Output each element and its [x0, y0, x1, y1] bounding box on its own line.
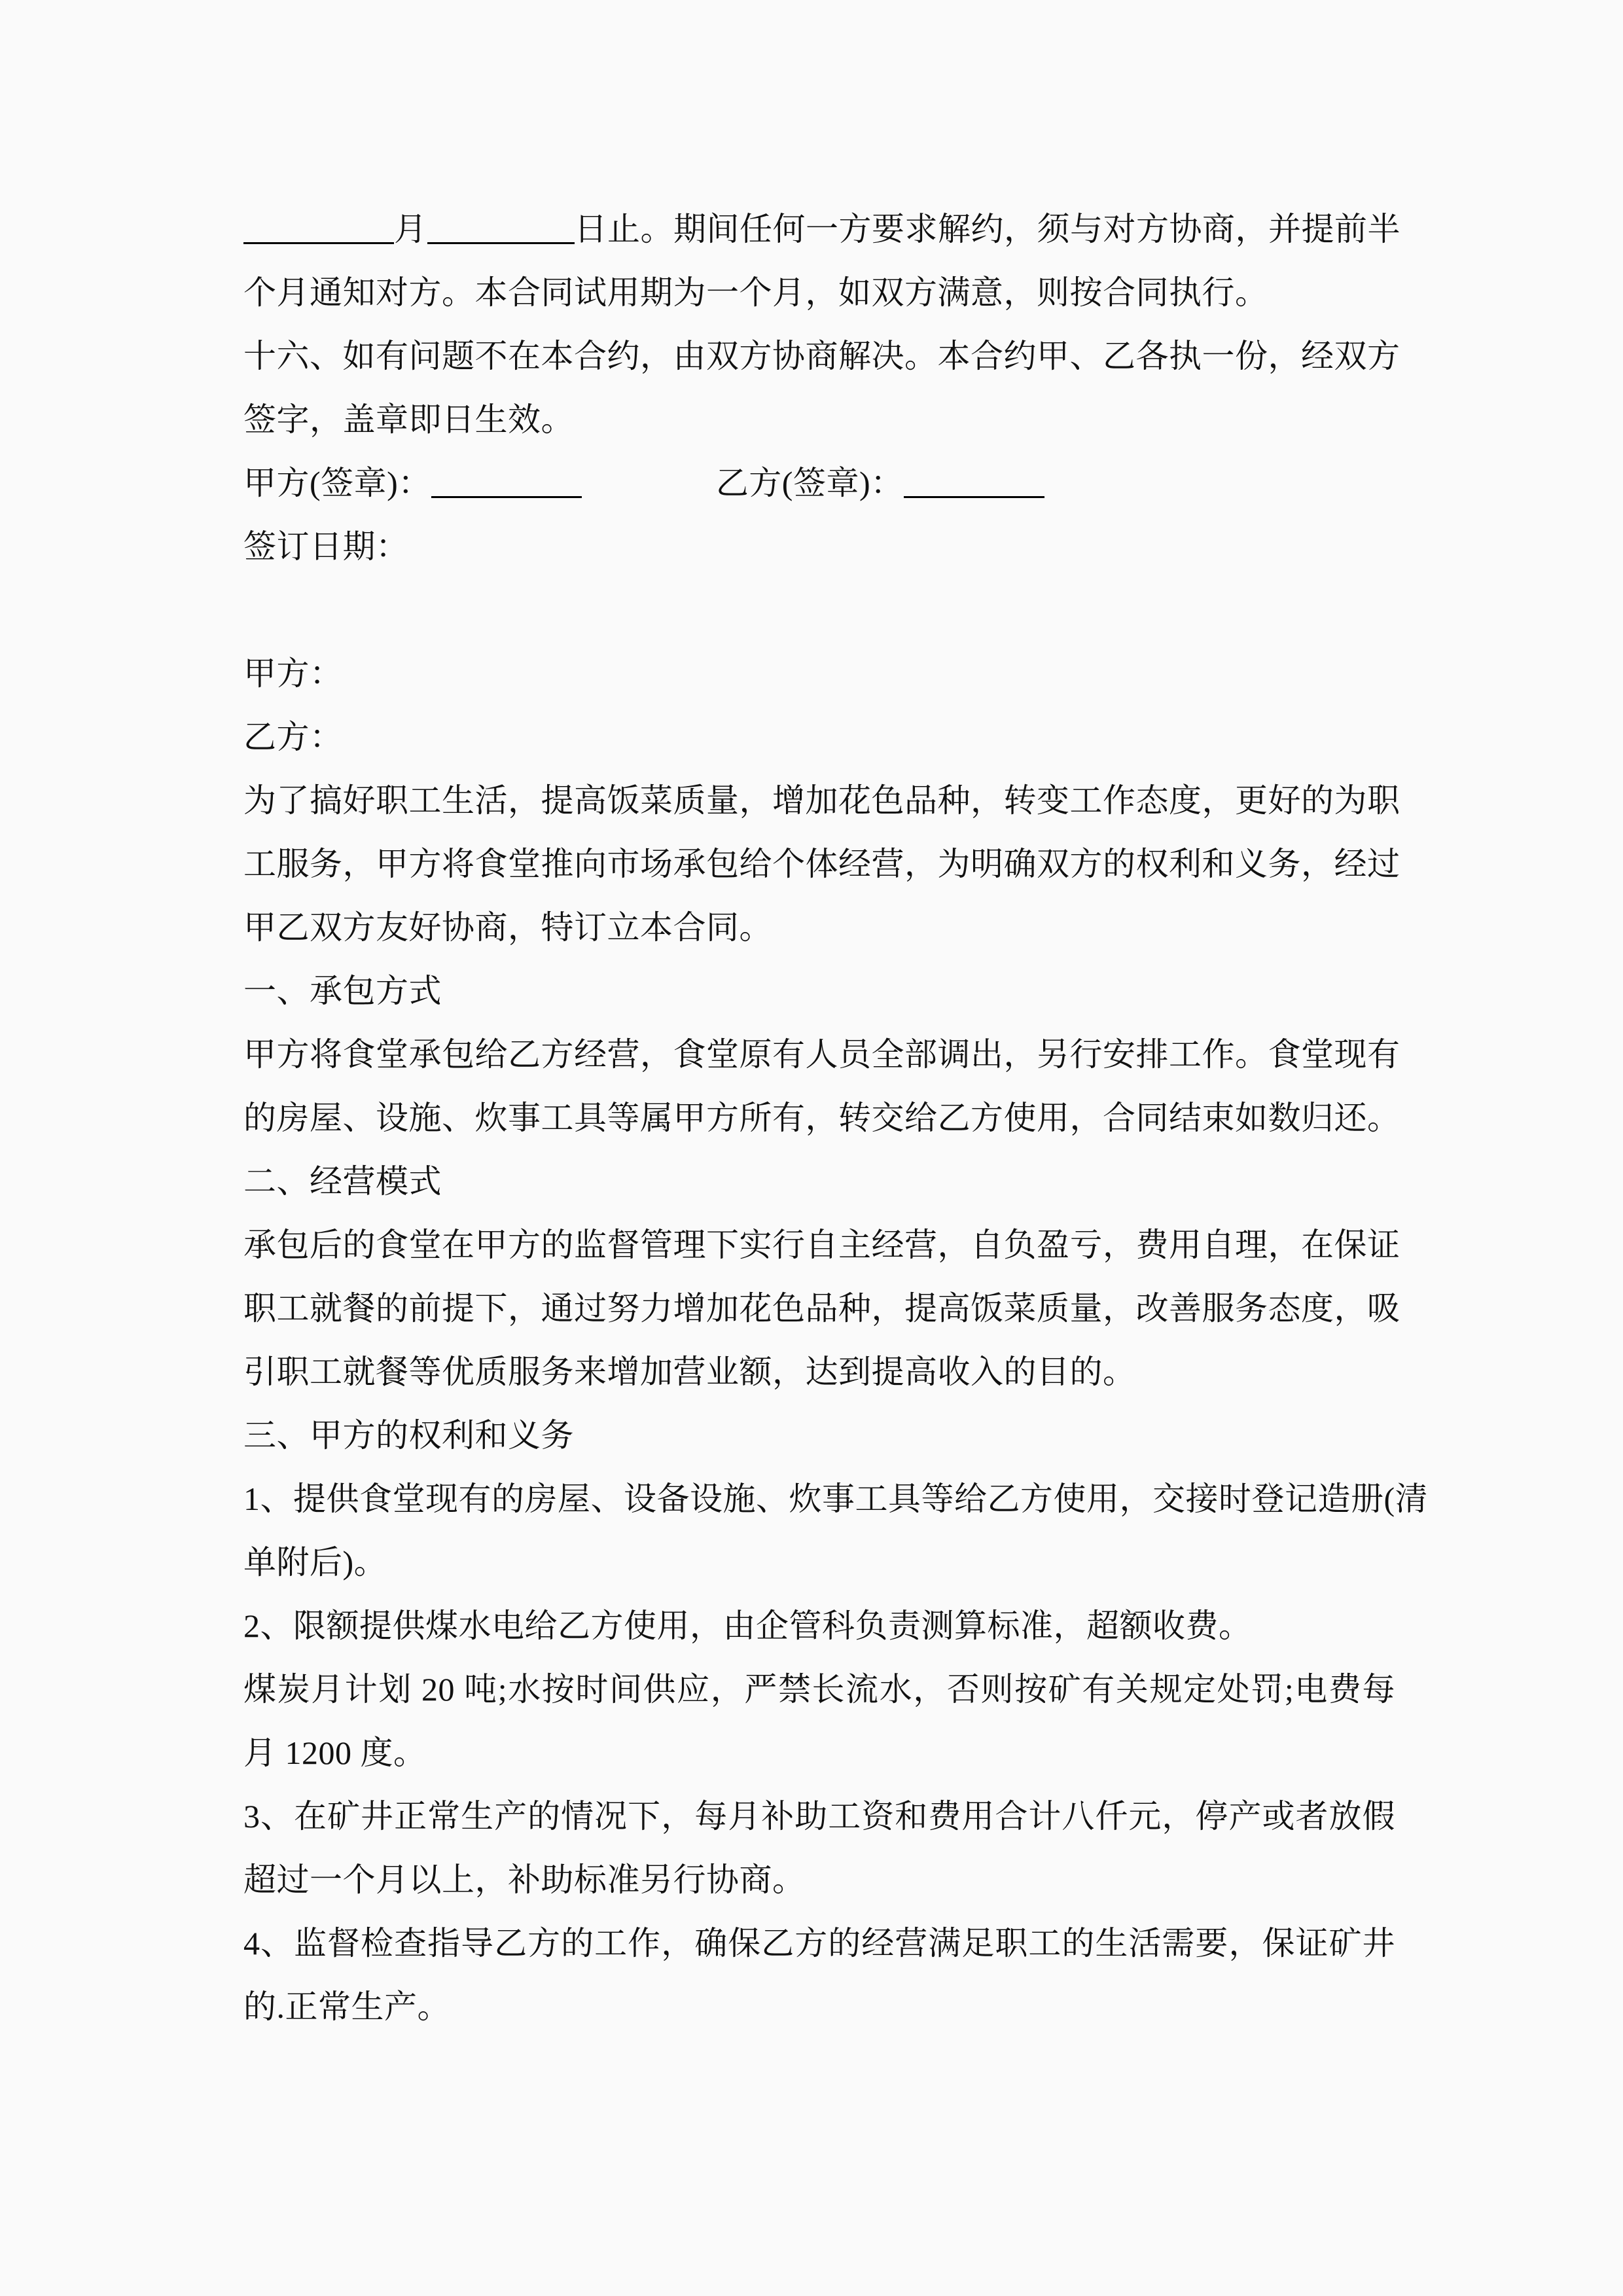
text-run: 3、在矿井正常生产的情况下，每月补助工资和费用合计八仟元，停产或者放假: [243, 1798, 1395, 1835]
spacer: [582, 488, 716, 494]
text-run: 为了搞好职工生活，提高饭菜质量，增加花色品种，转变工作态度，更好的为职: [243, 782, 1400, 819]
document-line: [243, 706, 1395, 769]
text-run: 个月通知对方。本合同试用期为一个月，如双方满意，则按合同执行。: [243, 274, 1268, 311]
contract-text-block: [243, 198, 1429, 2039]
document-line: [243, 1975, 1395, 2039]
text-run: 签订日期：: [243, 528, 409, 565]
text-run: 4、监督检查指导乙方的工作，确保乙方的经营满足职工的生活需要，保证矿井: [243, 1925, 1395, 1962]
document-line: [243, 1340, 1395, 1404]
text-run: 十六、如有问题不在本合约，由双方协商解决。本合约甲、乙各执一份，经双方: [243, 338, 1400, 374]
document-line: [243, 1213, 1400, 1277]
text-run: 职工就餐的前提下，通过努力增加花色品种，提高饭菜质量，改善服务态度，吸: [243, 1290, 1400, 1327]
document-line: [243, 1785, 1395, 1848]
text-run: 承包后的食堂在甲方的监督管理下实行自主经营，自负盈亏，费用自理，在保证: [243, 1227, 1400, 1263]
document-line: [243, 769, 1400, 833]
text-run: 月: [394, 211, 427, 247]
document-line: [243, 1848, 1395, 1912]
text-run: 月 1200 度。: [243, 1734, 427, 1771]
text-run: 乙方(签章)：: [715, 465, 904, 501]
text-run: 超过一个月以上，补助标准另行协商。: [243, 1861, 806, 1898]
document-line: [243, 515, 1395, 579]
text-run: 甲方：: [243, 655, 343, 692]
document-line: [243, 579, 1395, 642]
document-line: [243, 452, 1395, 515]
document-line: [243, 1023, 1400, 1086]
document-line: [243, 1721, 1395, 1785]
text-run: 甲方(签章)：: [243, 465, 431, 501]
document-line: [243, 833, 1400, 896]
document-line: [243, 1404, 1395, 1467]
document-line: [243, 1277, 1400, 1340]
text-run: 甲方将食堂承包给乙方经营，食堂原有人员全部调出，另行安排工作。食堂现有: [243, 1036, 1400, 1073]
text-run: 三、甲方的权利和义务: [243, 1417, 574, 1454]
text-run: 的.正常生产。: [243, 1988, 450, 2025]
document-line: [243, 261, 1395, 325]
text-run: 乙方：: [243, 719, 343, 755]
text-run: 工服务，甲方将食堂推向市场承包给个体经营，为明确双方的权利和义务，经过: [243, 846, 1400, 882]
document-line: [243, 960, 1395, 1023]
fill-in-blank-underline: [431, 490, 582, 498]
document-line: [243, 1658, 1395, 1721]
text-run: 引职工就餐等优质服务来增加营业额，达到提高收入的目的。: [243, 1354, 1136, 1390]
text-run: 1、提供食堂现有的房屋、设备设施、炊事工具等给乙方使用，交接时登记造册(清: [243, 1480, 1429, 1517]
fill-in-blank-underline: [904, 490, 1044, 498]
text-run: 一、承包方式: [243, 973, 442, 1009]
document-line: [243, 388, 1395, 452]
document-line: [243, 1912, 1395, 1975]
text-run: 2、限额提供煤水电给乙方使用，由企管科负责测算标准，超额收费。: [243, 1607, 1252, 1644]
document-line: [243, 1150, 1395, 1213]
fill-in-blank-underline: [427, 236, 575, 244]
document-line: [243, 1531, 1395, 1594]
document-line: [243, 198, 1400, 261]
document-line: [243, 1086, 1400, 1150]
document-line: [243, 642, 1395, 706]
fill-in-blank-underline: [243, 236, 394, 244]
document-line: [243, 325, 1400, 388]
document-line: [243, 896, 1395, 960]
text-run: 甲乙双方友好协商，特订立本合同。: [243, 909, 772, 946]
text-run: 日止。期间任何一方要求解约，须与对方协商，并提前半: [574, 211, 1400, 247]
text-run: 签字，盖章即日生效。: [243, 401, 574, 438]
text-run: 的房屋、设施、炊事工具等属甲方所有，转交给乙方使用，合同结束如数归还。: [243, 1100, 1400, 1136]
document-line: [243, 1594, 1395, 1658]
document-line: [243, 1467, 1429, 1531]
text-run: 单附后)。: [243, 1544, 387, 1581]
text-run: 煤炭月计划 20 吨;水按时间供应，严禁长流水，否则按矿有关规定处罚;电费每: [243, 1671, 1395, 1708]
text-run: 二、经营模式: [243, 1163, 442, 1200]
